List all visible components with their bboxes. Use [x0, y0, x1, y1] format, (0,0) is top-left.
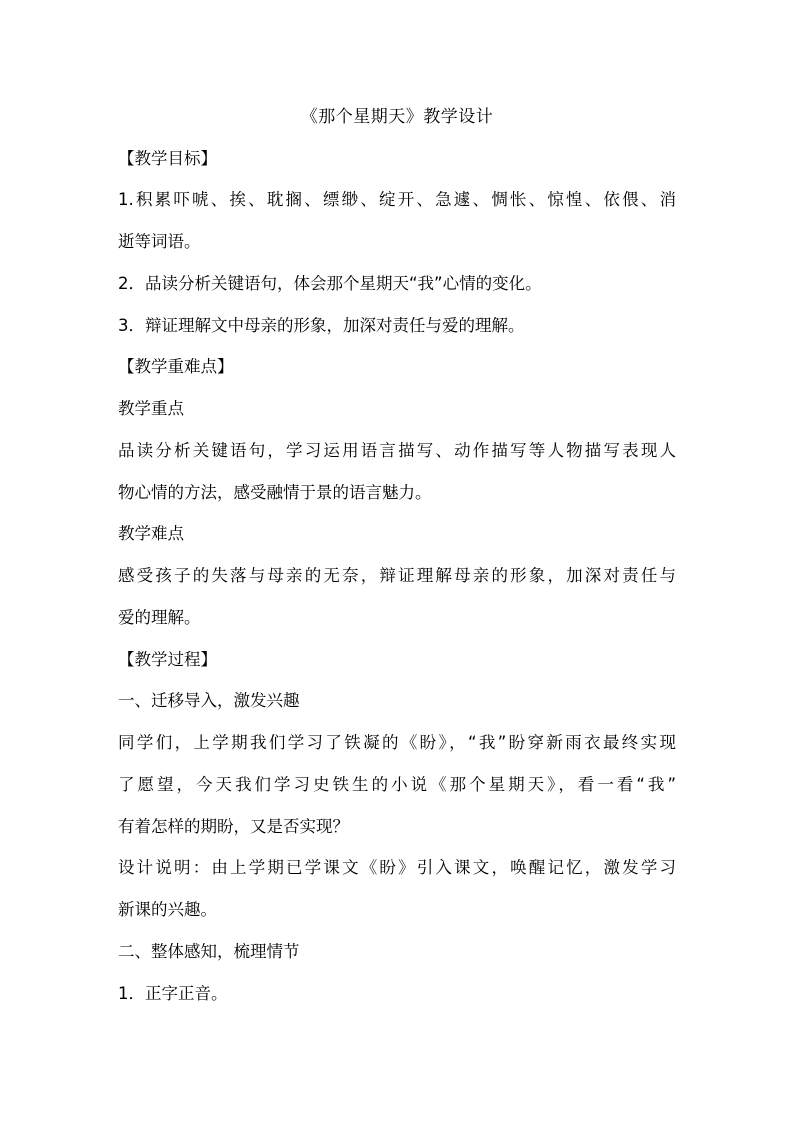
paragraph-line: 1．正字正音。 [118, 984, 228, 1003]
paragraph-line: 品读分析关键语句，学习运用语言描写、动作描写等人物描写表现人 [118, 441, 676, 460]
paragraph-line: 感受孩子的失落与母亲的无奈，辩证理解母亲的形象，加深对责任与 [118, 566, 676, 585]
subheading-difficulty: 教学难点 [118, 524, 184, 543]
subheading-step-one: 一、迁移导入，激发兴趣 [118, 691, 300, 710]
paragraph-line: 逝等词语。 [118, 232, 201, 251]
section-heading-process: 【教学过程】 [118, 650, 217, 669]
paragraph-line: 同学们，上学期我们学习了铁凝的《盼》，“我”盼穿新雨衣最终实现 [118, 733, 676, 752]
section-heading-key-points: 【教学重难点】 [118, 357, 234, 376]
document-title: 《那个星期天》教学设计 [300, 107, 494, 127]
paragraph-line: 1.积累吓唬、挨、耽搁、缥缈、绽开、急遽、惆怅、惊惶、依偎、消 [118, 190, 676, 209]
section-heading-objectives: 【教学目标】 [118, 149, 217, 168]
paragraph-line: 了愿望，今天我们学习史铁生的小说《那个星期天》，看一看“我” [118, 775, 676, 794]
paragraph-line: 设计说明：由上学期已学课文《盼》引入课文，唤醒记忆，激发学习 [118, 858, 676, 877]
subheading-step-two: 二、整体感知，梳理情节 [118, 942, 300, 961]
paragraph-line: 新课的兴趣。 [118, 900, 217, 919]
subheading-key-point: 教学重点 [118, 399, 184, 418]
paragraph-line: 有着怎样的期盼，又是否实现？ [118, 817, 349, 836]
paragraph-line: 爱的理解。 [118, 608, 201, 627]
paragraph-line: 2．品读分析关键语句，体会那个星期天“我”心情的变化。 [118, 274, 542, 293]
paragraph-line: 3．辩证理解文中母亲的形象，加深对责任与爱的理解。 [118, 316, 525, 335]
paragraph-line: 物心情的方法，感受融情于景的语言魅力。 [118, 483, 432, 502]
